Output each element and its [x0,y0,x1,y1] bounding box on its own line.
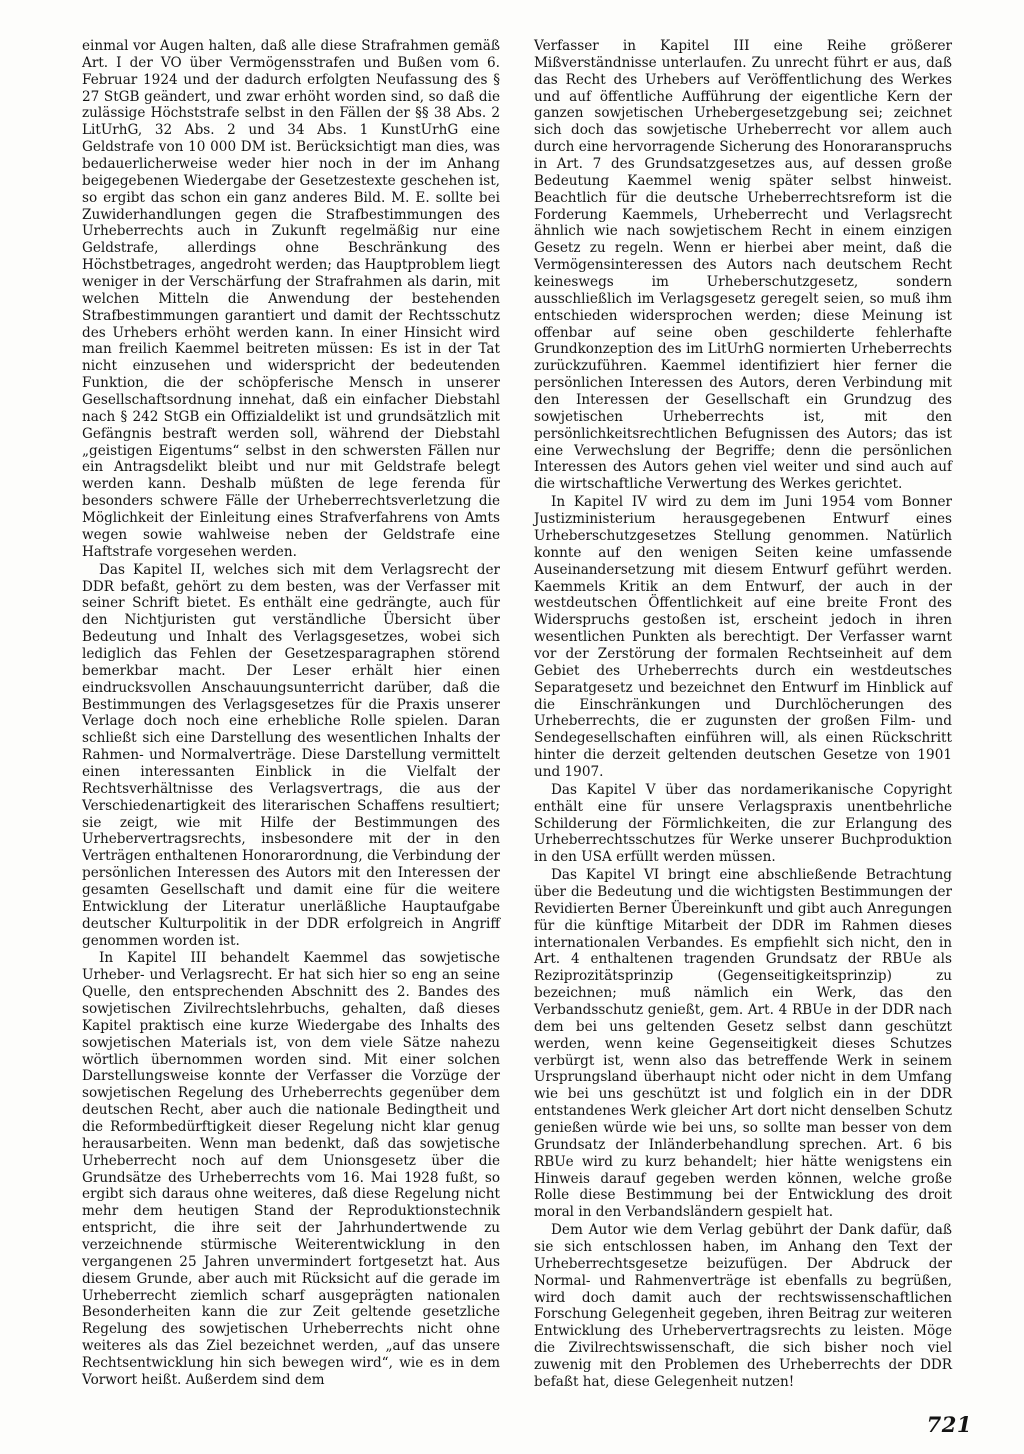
left-column [82,38,500,1389]
paragraph: In Kapitel IV wird zu dem im Juni 1954 vom Bonner Justizministerium herausgegebenen Entwurf eines Urheberschutzgesetzes Stellung genommen. Natürlich konnte auf den wenigen Seiten keine umfassende Auseinandersetzung mit diesem Entwurf geführt werden. Kaemmels Kritik an dem Entwurf, der auch in der westdeutschen Öffentlichkeit auf eine breite Front des Widerspruchs gestoßen ist, erscheint jedoch in ihren wesentlichen Punkten als berechtigt. Der Verfasser warnt vor der Zerstörung der formalen Rechtseinheit auf dem Gebiet des Urheberrechts durch ein westdeutsches Separatgesetz und bezeichnet den Entwurf im Hinblick auf die Einschränkungen und Durchlöcherungen des Urheberrechts, die er zugunsten der großen Film- und Sendegesellschaften einführen will, als einen Rückschritt hinter die derzeit geltenden deutschen Gesetze von 1901 und 1907. [534,494,952,780]
paragraph-continuation: Verfasser in Kapitel III eine Reihe größerer Mißverständnisse unterlaufen. Zu unrecht führt er aus, daß das Recht des Urhebers auf Veröffentlichung des Werkes und auf öffentliche Aufführung der eigentliche Kern der ganzen sowjetischen Urhebergesetzgebung sei; zeichnet sich doch das sowjetische Urheberrecht vor allem auch durch eine hervorragende Sicherung des Honoraranspruchs in Art. 7 des Grundsatzgesetzes aus, auf dessen große Bedeutung Kaemmel wenig später selbst hinweist. Beachtlich für die deutsche Urheberrechtsreform ist die Forderung Kaemmels, Urheberrecht und Verlagsrecht ähnlich wie nach sowjetischem Recht in einem einzigen Gesetz zu regeln. Wenn er hierbei aber meint, daß die Vermögensinteressen des Autors nach deutschem Recht keineswegs im Urheberschutzgesetz, sondern ausschließlich im Verlagsgesetz geregelt seien, so muß ihm entschieden widersprochen werden; diese Meinung ist offenbar auf seine oben geschilderte fehlerhafte Grundkonzeption des im LitUrhG normierten Urheberrechts zurückzuführen. Kaemmel identifiziert hier ferner die persönlichen Interessen des Autors, deren Verbindung mit den Interessen der Gesellschaft ein Grundzug des sowjetischen Urheberrechts ist, mit den persönlichkeitsrechtlichen Befugnissen des Autors; das ist eine Verwechslung der Begriffe; denn die persönlichen Interessen des Autors gehen viel weiter und sind auch auf die wirtschaftliche Verwertung des Werkes gerichtet. [534,38,952,493]
paragraph: In Kapitel III behandelt Kaemmel das sowjetische Urheber- und Verlagsrecht. Er hat sich hier so eng an seine Quelle, den entsprechenden Abschnitt des 2. Bandes des sowjetischen Zivilrechtslehrbuchs, gehalten, daß dieses Kapitel praktisch eine kurze Wiedergabe des Inhalts des sowjetischen Materials ist, von dem viele Sätze nahezu wörtlich übernommen worden sind. Mit einer solchen Darstellungsweise konnte der Verfasser die Vorzüge der sowjetischen Regelung des Urheberrechts gegenüber dem deutschen Recht, aber auch die nationale Bedingtheit und die Reformbedürftigkeit dieser Regelung nicht klar genug herausarbeiten. Wenn man bedenkt, daß das sowjetische Urheberrecht noch auf dem Unionsgesetz über die Grundsätze des Urheberrechts vom 16. Mai 1928 fußt, so ergibt sich daraus ohne weiteres, daß diese Regelung nicht mehr dem heutigen Stand der Reproduktionstechnik entspricht, die ihre seit der Jahrhundertwende zu verzeichnende stürmische Weiterentwicklung in den vergangenen 25 Jahren unvermindert fortgesetzt hat. Aus diesem Grunde, aber auch mit Rücksicht auf die gerade im Urheberrecht ziemlich scharf ausgeprägten nationalen Besonderheiten kann die zur Zeit geltende gesetzliche Regelung des sowjetischen Urheberrechts nicht ohne weiteres als das Ziel bezeichnet werden, „auf das unsere Rechtsentwicklung hin sich bewegen wird“, wie es in dem Vorwort heißt. Außerdem sind dem [82,950,500,1388]
right-column [534,38,952,1391]
paragraph: Das Kapitel VI bringt eine abschließende Betrachtung über die Bedeutung und die wichtigsten Bestimmungen der Revidierten Berner Übereinkunft und gibt auch Anregungen für die künftige Mitarbeit der DDR im Rahmen dieses internationalen Verbandes. Es empfiehlt sich nicht, den in Art. 4 enthaltenen tragenden Grundsatz der RBUe als Reziprozitätsprinzip (Gegenseitigkeitsprinzip) zu bezeichnen; muß nämlich ein Werk, das den Verbandsschutz genießt, gem. Art. 4 RBUe in der DDR nach dem bei uns geltenden Gesetz selbst dann geschützt werden, wenn keine Gegenseitigkeit dieses Schutzes verbürgt ist, wenn also das betreffende Werk in seinem Ursprungsland überhaupt nicht oder nicht in dem Umfang wie bei uns geschützt ist und folglich ein in der DDR entstandenes Werk gleicher Art dort nicht denselben Schutz genießen würde wie bei uns, so sollte man besser von dem Grundsatz der Inländerbehandlung sprechen. Art. 6 bis RBUe wird zu kurz behandelt; hier hätte wenigstens ein Hinweis darauf gegeben werden können, welche große Rolle diese Bestimmung bei der Entwicklung des droit moral in den Verbandsländern gespielt hat. [534,867,952,1221]
paragraph: Dem Autor wie dem Verlag gebührt der Dank dafür, daß sie sich entschlossen haben, im Anhang den Text der Urheberrechtsgesetze beizufügen. Der Abdruck der Normal- und Rahmenverträge ist ebenfalls zu begrüßen, wird doch damit auch der rechtswissenschaftlichen Forschung Gelegenheit gegeben, ihren Beitrag zur weiteren Entwicklung des Urhebervertragsrechts zu leisten. Möge die Zivilrechtswissenschaft, die sich bisher noch viel zuwenig mit den Problemen des Urheberrechts der DDR befaßt hat, diese Gelegenheit nutzen! [534,1222,952,1390]
paragraph: Das Kapitel V über das nordamerikanische Copyright enthält eine für unsere Verlagspraxis unentbehrliche Schilderung der Förmlichkeiten, die zur Erlangung des Urheberrechtsschutzes für Werke unserer Buchproduktion in den USA erfüllt werden müssen. [534,781,952,866]
page-number: 721 [926,1412,972,1437]
paragraph: Das Kapitel II, welches sich mit dem Verlagsrecht der DDR befaßt, gehört zu dem besten, was der Verfasser mit seiner Schrift bietet. Es enthält eine gedrängte, auch für den Nichtjuristen gut verständliche Übersicht über Bedeutung und Inhalt des Verlagsgesetzes, wobei sich lediglich das Fehlen der Gesetzesparagraphen störend bemerkbar macht. Der Leser erhält hier einen eindrucksvollen Anschauungsunterricht darüber, daß die Bestimmungen des Verlagsgesetzes für die Praxis unserer Verlage doch noch eine erhebliche Rolle spielen. Daran schließt sich eine Darstellung des wesentlichen Inhalts der Rahmen- und Normalverträge. Diese Darstellung vermittelt einen interessanten Einblick in die Vielfalt der Rechtsverhältnisse des Verlagsvertrags, die aus der Verschiedenartigkeit des literarischen Schaffens resultiert; sie zeigt, wie mit Hilfe der Bestimmungen des Urhebervertragsrechts, insbesondere mit der in den Verträgen enthaltenen Honorarordnung, die Verbindung der persönlichen Interessen des Autors mit den Interessen der gesamten Gesellschaft und damit eine für die weitere Entwicklung der Literatur unerläßliche Hauptaufgabe deutscher Kulturpolitik in der DDR erfolgreich in Angriff genommen worden ist. [82,561,500,949]
paragraph-continuation: einmal vor Augen halten, daß alle diese Strafrahmen gemäß Art. I der VO über Vermögensstrafen und Bußen vom 6. Februar 1924 und der dadurch erfolgten Neufassung des § 27 StGB geändert, und zwar erhöht worden sind, so daß die zulässige Höchststrafe selbst in den Fällen der §§ 38 Abs. 2 LitUrhG, 32 Abs. 2 und 34 Abs. 1 KunstUrhG eine Geldstrafe von 10 000 DM ist. Berücksichtigt man dies, was bedauerlicherweise weder hier noch in der im Anhang beigegebenen Wiedergabe der Gesetzestexte geschehen ist, so ergibt das schon ein ganz anderes Bild. M. E. sollte bei Zuwiderhandlungen gegen die Strafbestimmungen des Urheberrechts auch in Zukunft regelmäßig nur eine Geldstrafe, allerdings ohne Beschränkung des Höchstbetrages, angedroht werden; das Hauptproblem liegt weniger in der Verschärfung der Strafrahmen als darin, mit welchen Mitteln die Anwendung der bestehenden Strafbestimmungen garantiert und damit der Rechtsschutz des Urhebers erhöht werden kann. In einer Hinsicht wird man freilich Kaemmel beitreten müssen: Es ist in der Tat nicht einzusehen und widerspricht der bedeutenden Funktion, die der schöpferische Mensch in unserer Gesellschaftsordnung innehat, daß ein einfacher Diebstahl nach § 242 StGB ein Offizialdelikt ist und grundsätzlich mit Gefängnis bestraft werden soll, während der Diebstahl „geistigen Eigentums“ selbst in den schwersten Fällen nur ein Antragsdelikt bleibt und nur mit Geldstrafe belegt werden kann. Deshalb müßten de lege ferenda für besonders schwere Fälle der Urheberrechtsverletzung die Möglichkeit der Einleitung eines Strafverfahrens von Amts wegen sowie wahlweise neben der Geldstrafe eine Haftstrafe vorgesehen werden. [82,38,500,560]
